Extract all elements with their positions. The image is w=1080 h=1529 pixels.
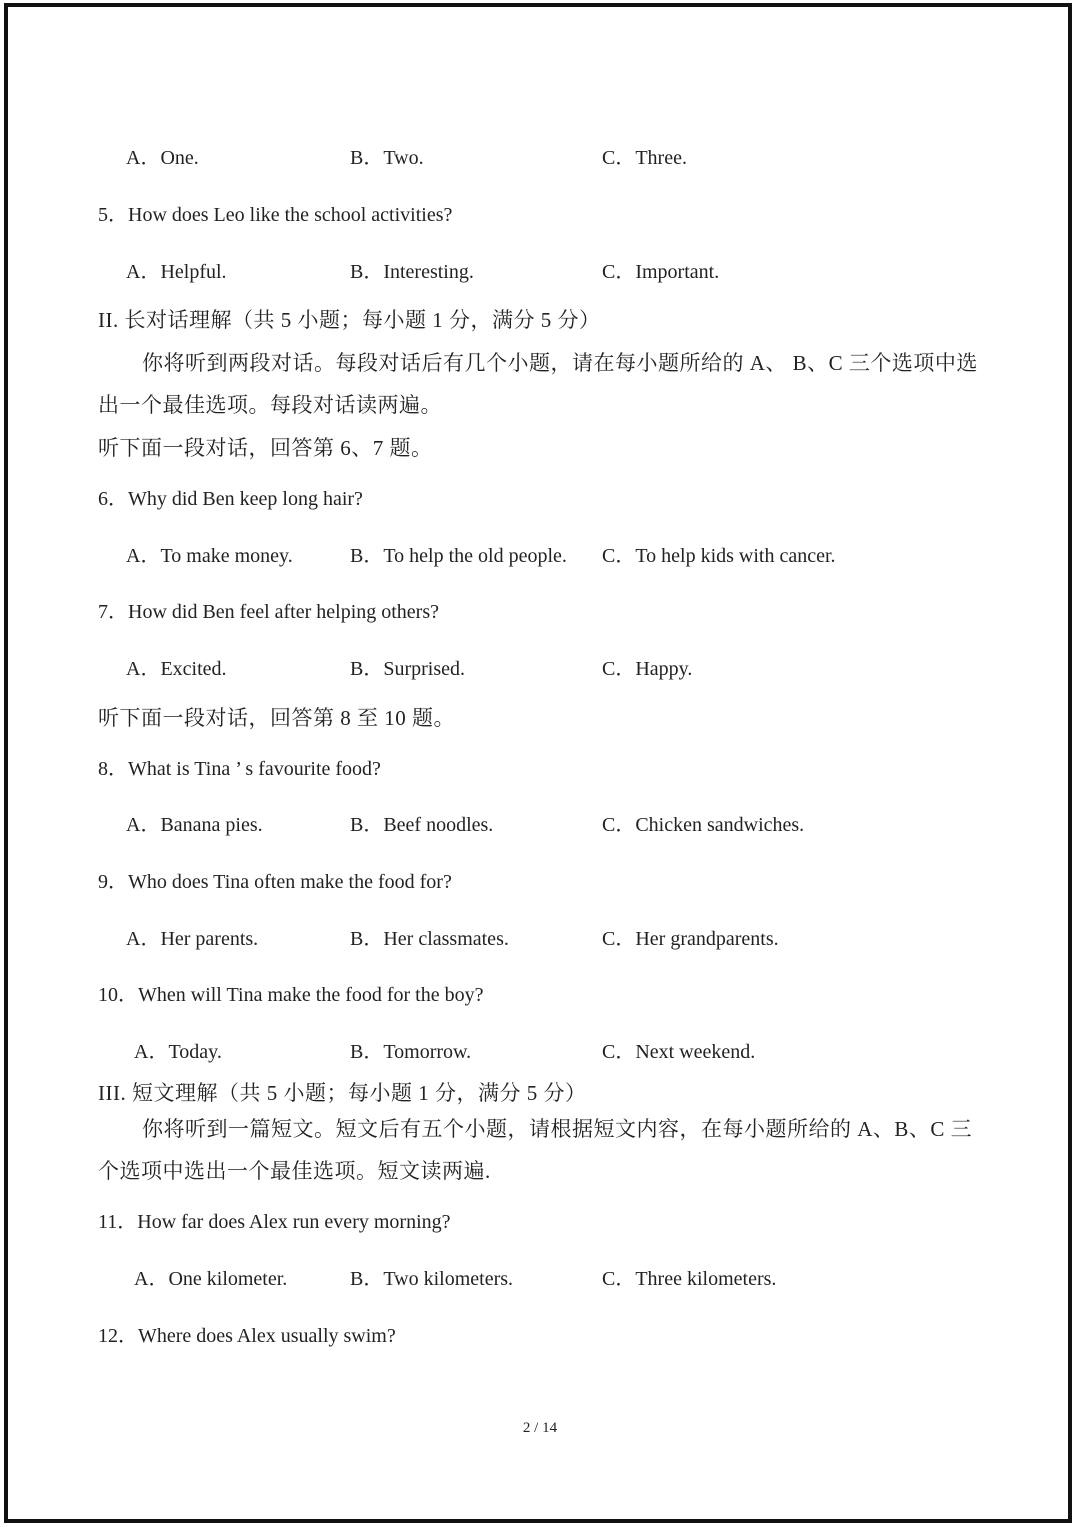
- q11-option-c: C．Three kilometers.: [602, 1268, 777, 1290]
- q6-option-a: A．To make money.: [126, 545, 293, 567]
- q9-option-a: A．Her parents.: [126, 928, 259, 950]
- q8-option-b: B．Beef noodles.: [350, 814, 494, 836]
- section-3-instruction-line-2: 个选项中选出一个最佳选项。短文读两遍.: [98, 1159, 491, 1183]
- q7-option-c: C．Happy.: [602, 658, 693, 680]
- q4-option-c: C．Three.: [602, 147, 687, 169]
- q9-question: 9．Who does Tina often make the food for?: [98, 871, 452, 893]
- q4-option-a: A．One.: [126, 147, 199, 169]
- dialog-2-intro: 听下面一段对话，回答第 8 至 10 题。: [98, 706, 455, 730]
- q7-option-b: B．Surprised.: [350, 658, 465, 680]
- q11-option-a: A．One kilometer.: [134, 1268, 288, 1290]
- section-3-title: III. 短文理解（共 5 小题；每小题 1 分，满分 5 分）: [98, 1081, 587, 1105]
- q6-option-b: B．To help the old people.: [350, 545, 567, 567]
- q5-option-c: C．Important.: [602, 261, 720, 283]
- q11-question: 11．How far does Alex run every morning?: [98, 1211, 451, 1233]
- q5-question: 5．How does Leo like the school activities?: [98, 204, 453, 226]
- page-number: 2 / 14: [522, 1420, 558, 1436]
- q11-option-b: B．Two kilometers.: [350, 1268, 514, 1290]
- section-2-title: II. 长对话理解（共 5 小题；每小题 1 分，满分 5 分）: [98, 308, 601, 332]
- q9-option-b: B．Her classmates.: [350, 928, 509, 950]
- q5-option-b: B．Interesting.: [350, 261, 474, 283]
- q10-option-a: A．Today.: [134, 1041, 222, 1063]
- q4-option-b: B．Two.: [350, 147, 424, 169]
- q5-option-a: A．Helpful.: [126, 261, 227, 283]
- dialog-1-intro: 听下面一段对话，回答第 6、7 题。: [98, 436, 433, 460]
- q6-question: 6．Why did Ben keep long hair?: [98, 488, 363, 510]
- section-3-instruction-line-1: 你将听到一篇短文。短文后有五个小题，请根据短文内容，在每小题所给的 A、B、C 三: [142, 1117, 973, 1141]
- q8-question: 8．What is Tina ’ s favourite food?: [98, 758, 381, 780]
- q6-option-c: C．To help kids with cancer.: [602, 545, 836, 567]
- q8-option-c: C．Chicken sandwiches.: [602, 814, 805, 836]
- section-2-instruction-line-2: 出一个最佳选项。每段对话读两遍。: [98, 393, 442, 417]
- q7-option-a: A．Excited.: [126, 658, 227, 680]
- q10-option-b: B．Tomorrow.: [350, 1041, 472, 1063]
- q10-option-c: C．Next weekend.: [602, 1041, 756, 1063]
- q7-question: 7．How did Ben feel after helping others?: [98, 601, 440, 623]
- section-2-instruction-line-1: 你将听到两段对话。每段对话后有几个小题，请在每小题所给的 A、 B、C 三个选项中选: [142, 351, 978, 375]
- q10-question: 10．When will Tina make the food for the boy?: [98, 984, 484, 1006]
- q9-option-c: C．Her grandparents.: [602, 928, 779, 950]
- q8-option-a: A．Banana pies.: [126, 814, 263, 836]
- q12-question: 12．Where does Alex usually swim?: [98, 1325, 396, 1347]
